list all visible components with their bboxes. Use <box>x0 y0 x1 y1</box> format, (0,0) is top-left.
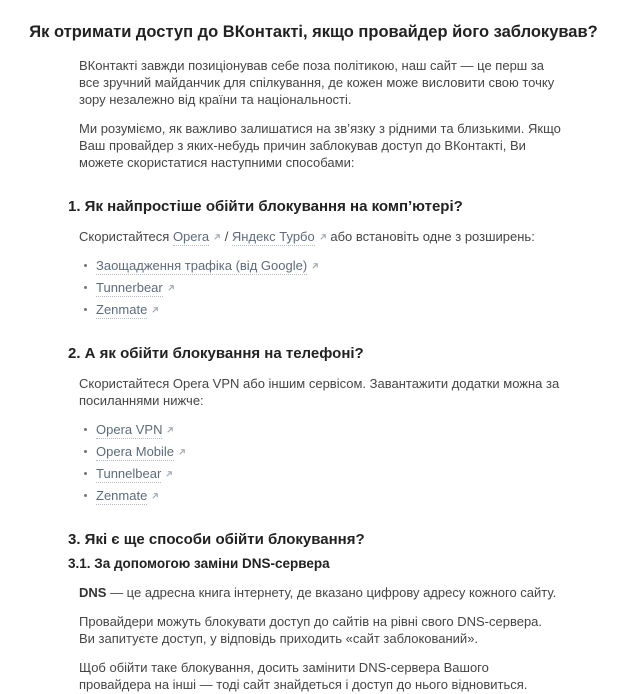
zenmate-mobile-link[interactable]: Zenmate <box>96 488 148 503</box>
list-item <box>96 279 563 296</box>
dns-term: DNS <box>79 585 107 600</box>
external-link-icon <box>165 470 173 478</box>
desktop-extensions-list <box>79 257 563 318</box>
section-1-intro-prefix: Скористайтеся <box>79 229 173 244</box>
external-link-icon <box>213 233 221 241</box>
list-item <box>96 465 563 482</box>
list-item <box>96 257 563 274</box>
zenmate-link[interactable]: Zenmate <box>96 302 148 317</box>
external-link-icon <box>166 426 174 434</box>
list-item <box>96 443 563 460</box>
list-item <box>96 487 563 504</box>
external-link-icon <box>167 284 175 292</box>
dns-definition-paragraph <box>79 584 561 601</box>
section-1-heading: 1. Як найпростіше обійти блокування на комп’ютері? <box>68 198 463 215</box>
section-1-intro <box>79 228 561 245</box>
intro-paragraph-1: ВКонтакті завжди позиціонував себе поза політикою, наш сайт — це перш за все зручний майданчик для спілкування, де кожен може висловити свою точку зору незалежно від країни та національності. <box>79 58 555 107</box>
page-title: Як отримати доступ до ВКонтакті, якщо провайдер його заблокував? <box>29 23 598 41</box>
opera-vpn-link[interactable]: Opera VPN <box>96 422 163 437</box>
traffic-saver-link[interactable]: Заощадження трафіка (від Google) <box>96 258 308 273</box>
list-item <box>96 301 563 318</box>
external-link-icon <box>151 492 159 500</box>
section-1-intro-separator: / <box>221 229 232 244</box>
opera-mobile-link[interactable]: Opera Mobile <box>96 444 175 459</box>
tunnelbear-link[interactable]: Tunnelbear <box>96 466 162 481</box>
mobile-apps-list <box>79 421 563 504</box>
section-2-intro: Скористайтеся Opera VPN або іншим сервісом. Завантажити додатки можна за посиланнями нижче: <box>79 376 560 408</box>
external-link-icon <box>311 262 319 270</box>
section-2-heading: 2. А як обійти блокування на телефоні? <box>68 345 364 362</box>
dns-bypass-paragraph: Щоб обійти таке блокування, досить замінити DNS-сервера Вашого провайдера на інші — тоді сайт знайдеться і доступ до нього відновиться. <box>79 660 528 692</box>
dns-definition-text: — це адресна книга інтернету, де вказано цифрову адресу кожного сайту. <box>106 585 557 600</box>
section-3-1-subheading: 3.1. За допомогою заміни DNS-сервера <box>68 556 330 571</box>
yandex-turbo-link[interactable]: Яндекс Турбо <box>231 229 315 244</box>
section-3-heading: 3. Які є ще способи обійти блокування? <box>68 531 365 548</box>
tunnerbear-link[interactable]: Tunnerbear <box>96 280 163 295</box>
section-1-intro-suffix: або встановіть одне з розширень: <box>326 229 535 244</box>
external-link-icon <box>178 448 186 456</box>
dns-blocking-paragraph: Провайдери можуть блокувати доступ до сайтів на рівні свого DNS-сервера. Ви запитуєте доступ, у відповідь приходить «сайт заблокований». <box>79 614 543 646</box>
external-link-icon <box>319 233 327 241</box>
external-link-icon <box>151 306 159 314</box>
list-item <box>96 421 563 438</box>
opera-link[interactable]: Opera <box>172 229 210 244</box>
intro-paragraph-2: Ми розуміємо, як важливо залишатися на зв’язку з рідними та близькими. Якщо Ваш провайдер з яких-небудь причин заблокував доступ до ВКонтакті, Ви можете скористатися наступними способами: <box>79 121 561 170</box>
